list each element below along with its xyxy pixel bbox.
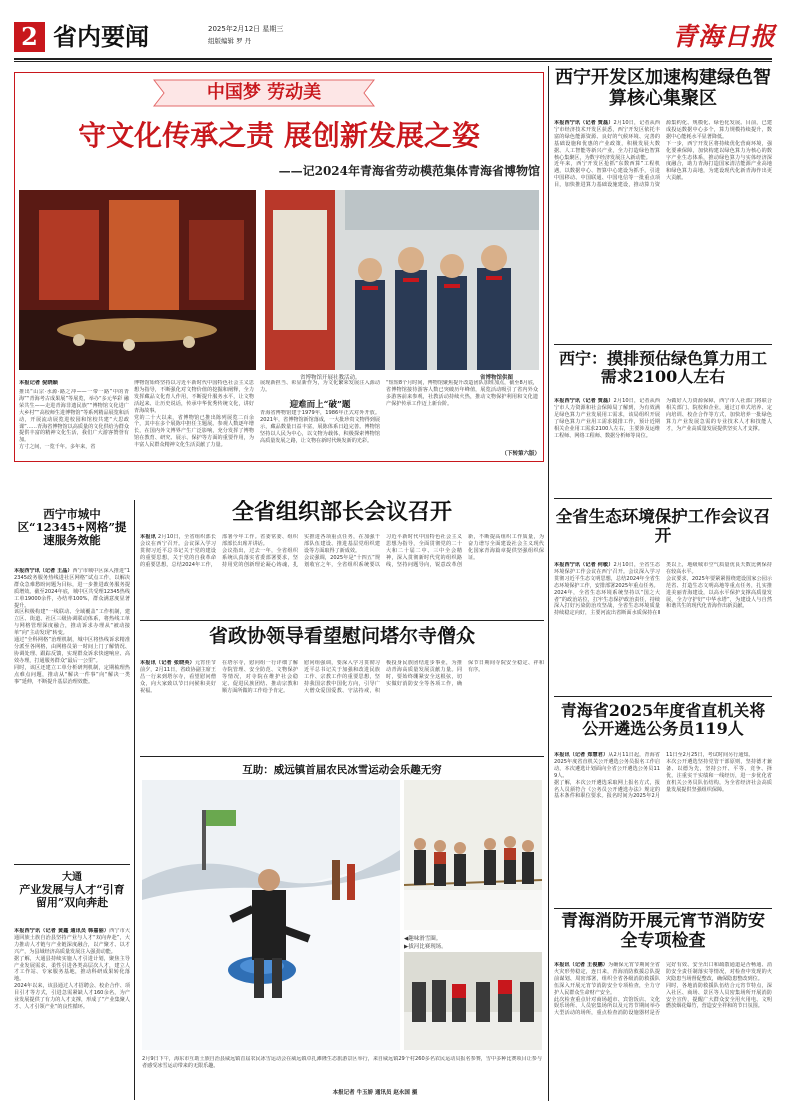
organ-meeting-byline: 本报讯 xyxy=(140,534,157,540)
feature-col2: 博物馆始终坚持以习近平新时代中国特色社会主义思想为指导，不断强化对文物价值的挖掘和阐释，全力发挥藏品文化育人作用，不断提升服务水平，让文物活起来、让历史说话，传承中华优秀传统文化，讲好青海故事。 党的二十大以来，省博物馆已推出陈列展览二百余个，其中在多个展陈中担任主题展。参观人数逐年增长，在国内外文博界产生广泛影响，充分发挥了博物馆在教育、研究、展示、保护等方面的重要作用，为丰富人民群众精神文化生活贡献了力量。 xyxy=(134,380,254,449)
dev-zone-body-wrap xyxy=(554,120,772,338)
snow-credit: 本报记者 牛玉娇 通讯员 赵永国 摄 xyxy=(332,1090,418,1096)
organ-meeting-body: 2月10日，全省组织部长会议在西宁召开。会议深入学习贯彻习近平总书记关于党的建设的重要思想，关于党的自我革命的重要思想，总结2024年工作，部署今年工作。省委常委、组织部部长出席并讲话。 会议指出，过去一年，全省组织系统认真落实省委部署要求，坚持用党的创新理论凝心铸魂，扎实推进各项重点任务，在加强干部队伍建设、推进基层党组织建设等方面取得了新成效。 会议强调，2025年是“十四五”规划收官之年，全省组织系统要以习近平新时代中国特色社会主义思想为指导，全面贯彻党的二十大和二十届二中、三中全会精神，深入贯彻新时代党的组织路线，坚持问题导向，锐意改革创新，不断提高组织工作质量，为奋力谱写全面建设社会主义现代化国家青海篇章提供坚强组织保证。 xyxy=(140,534,544,568)
eco-body: 2月10日，全省生态环境保护工作会议在西宁召开。会议深入学习贯彻习近平生态文明思想，总结2024年全省生态环境保护工作，安排部署2025年重点任务。 2024年，全省生态环境系统坚持以“国之大者”的政治站位，扛牢生态保护政治责任，持续深入打好污染防治攻坚战，全省生态环境质量持续稳定向好，主要河流出省断面水质保持在Ⅱ类以上，地级城市空气质量优良天数比例保持在较高水平。 会议要求，2025年要紧紧围绕建设国家公园示范省、打造生态文明高地等重点任务，扎实推进美丽青海建设，以高水平保护支撑高质量发展，全力守护好“中华水塔”，为建设人与自然和谐共生的现代化青海作出新贡献。 xyxy=(554,562,772,617)
eco-rule xyxy=(554,696,772,697)
dev-zone-byline: 本报西宁讯（记者 贾磊） xyxy=(554,120,614,126)
datong-body-wrap xyxy=(14,928,130,1103)
organ-meeting-rule xyxy=(140,620,544,621)
left-col-divider xyxy=(134,500,135,1100)
editor-line: 组版编辑 罗 丹 xyxy=(208,37,252,45)
organ-meeting-headline: 全省组织部长会议召开 xyxy=(231,500,452,525)
snow-photo-small xyxy=(404,780,542,930)
fire-body-wrap xyxy=(554,962,772,1102)
tug-of-war-illustration xyxy=(404,780,542,930)
datong-body: 西宁市大通回族土族自治县坚持产业与人才“双向奔赴”，大力推动人才链与产业链深度融合，以产聚才、以才兴产，为县域经济高质量发展注入强劲动能。 据了解，大通县持续实施人才引进计划，聚焦主导产业发展需求，柔性引进各类高层次人才，建立人才工作站、专家服务基地，推动科研成果转化落地。 2024年以来，该县通过人才招聘会、校企合作、项目引才等方式，引进急需紧缺人才160余名，为产业发展提供了有力的人才支撑，形成了“产业集聚人才、人才引领产业”的良性循环。 xyxy=(14,928,130,1010)
civil-byline: 本报讯（记者 郑慧君） xyxy=(554,752,609,758)
temple-byline: 本报讯（记者 张晓英） xyxy=(140,660,195,666)
eco-headline: 全省生态环境保护工作会议召开 xyxy=(555,508,771,545)
header-rule xyxy=(14,58,772,60)
civil-body-wrap xyxy=(554,752,772,902)
section-title: 省内要闻 xyxy=(53,23,149,51)
feature-col1: 推出“山宗·水源·路之冲——一带一路”中的青海”“青海考古成果展”等展览，举办“多元华彩 融荣共生——走进青海非遗民族”“博物馆文化进广大乡村”“高校师生进博物馆”等系列精品展览和活动，开展流动展览进校园和馆校共建“大思政课”……青海省博物馆以高质量的文化供给为群众提供丰富的精神文化生活，我们广大游客赞誉有加。 方寸之间，一览千年。多年来，省 xyxy=(19,389,129,451)
tug-of-war-crowd-illustration xyxy=(404,952,542,1050)
snow-photo-big xyxy=(142,780,400,1050)
fire-byline: 本报讯（记者 王俊鹏） xyxy=(554,962,608,968)
chengzhong-headline: 西宁市城中区“12345+网格”提速服务效能 xyxy=(17,508,127,548)
masthead-logo: 青海日报 xyxy=(672,22,777,51)
snow-title: 互助：威远镇首届农民冰雪运动会乐趣无穷 xyxy=(242,764,442,776)
dev-zone-rule xyxy=(554,344,772,345)
snow-legend-1: ◀趣味滑雪圈。 xyxy=(404,936,442,942)
snow-tubing-illustration xyxy=(142,780,400,1050)
feature-headline: 守文化传承之责 展创新发展之姿 xyxy=(78,120,480,152)
datong-headline: 产业发展与人才“引育留用”双向奔赴 xyxy=(19,884,125,909)
feature-col3-body: 青海省博物馆建于1979年，1986年正式对外开放。2021年，省博物馆新馆落成，一大批珍贵文物得到展示，藏品数量日益丰富，展陈体系日趋完善。博物馆坚持以人民为中心，以文物为载体，积极探索博物馆高质量发展之路，让文物在新时代焕发新的光彩。 xyxy=(260,410,380,444)
feature-col3-subhead: 迎难而上“破”题 xyxy=(289,400,351,410)
datong-place: 大通 xyxy=(62,872,82,883)
feature-photo-credit: 省博物馆供图 xyxy=(480,375,514,381)
temple-headline: 省政协领导看望慰问塔尔寺僧众 xyxy=(208,626,475,647)
feature-col3-lead: 展现新担当、彰显新作为，为文化繁荣发展注入源动力。 xyxy=(260,380,380,393)
left-col-separator xyxy=(14,864,130,865)
civil-rule xyxy=(554,908,772,909)
dev-zone-headline: 西宁开发区加速构建绿色智算核心集聚区 xyxy=(555,68,771,109)
temple-body-wrap xyxy=(140,660,544,750)
feature-photo-caption: 省博物馆开展社教活动。 xyxy=(300,375,361,381)
snow-caption: 2月9日下午，海东市互助土族自治县威远镇首届农民冰雪运动会在威远镇卓扎滩隆生态旅游景区举行，来自威远镇29个村260多名农民运动员报名参赛，雪中多种比赛项目让参与者感受冰雪运动带来的无限乐趣。 xyxy=(142,1056,542,1069)
fire-body: 为确保元宵节期间全省火灾形势稳定，连日来，青海消防救援总队提前谋划、周密部署，组织全省各级消防救援队伍深入开展元宵节消防安全专项检查，全力守护人民群众生命财产安全。 此次检查重点针对商场超市、宾馆饭店、文化娱乐场所、人员密集场所以及元宵节期间举办大型活动的场所，重点检查消防设施器材是否完好有效、安全出口和疏散通道是否畅通、消防安全责任制落实等情况，对检查中发现的火灾隐患当场督促整改，确保隐患整改到位。 同时，各地消防救援队伍结合元宵节特点，深入社区、商场、景区等人员密集场所开展消防安全宣传，提醒广大群众安全用火用电、文明燃放烟花爆竹，营造安全祥和的节日氛围。 xyxy=(554,962,772,1017)
chengzhong-body-wrap xyxy=(14,568,130,858)
chengzhong-byline: 本报西宁讯（记者 王晶） xyxy=(14,568,73,574)
demand-byline: 本报西宁讯（记者 贾磊） xyxy=(554,398,614,404)
right-col-divider xyxy=(548,66,549,1101)
snow-photo-small-2 xyxy=(404,952,542,1050)
feature-banner-text: 中国梦 劳动美 xyxy=(206,82,322,103)
fire-headline: 青海消防开展元宵节消防安全专项检查 xyxy=(561,912,765,951)
feature-byline xyxy=(19,380,129,387)
eco-byline: 本报西宁讯（记者 何敏） xyxy=(554,562,614,568)
chengzhong-body: 西宁市城中区深入推进“12345政务服务热线进社区网格”试点工作，以解决群众急难愁盼问题为目标，进一步推进政务服务提质增效。截至2024年底，城中区共受理12345热线工单19000余件，办结率100%，群众满意度显著提升。 该区积极构建“一线联动、全域覆盖”工作机制，建立区、街道、社区三级协调联动体系，将热线工单与网格管理深度融合，推动诉求办理从“被动接单”向“主动发现”转变。 通过“全科网格”治理机制，城中区将热线诉求精准分派至各网格，由网格员第一时间上门了解情况、协调处理、跟踪反馈，实现群众诉求快速响应、高效办理，打通服务群众“最后一公里”。 同时，该区还建立工单分析研判机制，定期梳理热点难点问题，推动从“解决一件事”向“解决一类事”延伸，不断提升基层治理效能。 xyxy=(14,568,130,685)
datong-byline: 本报西宁讯（记者 黄鑫 通讯员 韩嘉丽） xyxy=(14,928,110,934)
demand-rule xyxy=(554,498,772,499)
eco-body-wrap xyxy=(554,562,772,690)
feature-photo-museum xyxy=(19,190,256,370)
page-number: 2 xyxy=(21,22,38,51)
temple-rule xyxy=(140,756,544,757)
feature-banner xyxy=(150,76,378,110)
organ-meeting-body-wrap xyxy=(140,534,544,616)
header-rule-thin xyxy=(14,61,772,62)
feature-continued: （下转第六版） xyxy=(501,451,540,457)
museum-hall-illustration xyxy=(19,190,256,370)
issue-date: 2025年2月12日 星期三 xyxy=(208,25,284,33)
feature-col4: “短短8个月时间，博物馆聚焦提升改造团队加班加点，截至8月底，省博物馆接待游客人数已突破历年峰值，展览活动吸引了省内外众多游客前来参观，社教活动持续火热，推动文物保护利用和文化遗产保护传承工作迈上新台阶。 xyxy=(386,380,538,407)
temple-body: 元宵佳节前夕，2月11日，省政协副主席王昌一行来到塔尔寺，看望慰问僧众，向大家致以节日问候和美好祝福。 在塔尔寺，慰问组一行详细了解寺院管理、安全防范、文物保护等情况，对寺院在维护社会稳定、促进民族团结、推动宗教和顺方面所做的工作给予肯定。 慰问组强调，要深入学习贯彻习近平总书记关于加强和改进民族工作、宗教工作的重要思想，坚持我国宗教中国化方向，引导广大僧众爱国爱教、守法持戒，积极投身民族团结进步事业，为推动青海高质量发展贡献力量。同时，要始终绷紧安全这根弦，切实做好消防安全等各项工作，确保节日期间寺院安全稳定、祥和有序。 xyxy=(140,660,544,694)
kids-visit-illustration xyxy=(265,190,539,370)
feature-photo-kids xyxy=(265,190,539,370)
demand-body: 2月10日，记者从西宁市人力资源和社会保障局了解到，为有效满足绿色算力产业发展用工需求，该局组织开展了绿色算力产业用工需求摸排工作，预计近期相关企业用工需求2100人左右，主要涉及运维工程师、网络工程师、数据分析师等岗位。 为做好人力资源保障，西宁市人社部门将联合相关部门、院校和企业，通过订单式培养、定向培训、校企合作等方式，加快培养一批绿色算力产业发展急需的专业技术人才和技能人才，为产业高质量发展提供坚实人才支撑。 xyxy=(554,398,772,439)
demand-headline: 西宁：摸排预估绿色算力用工需求2100人左右 xyxy=(558,350,767,387)
feature-subhead: ——记2024年青海省劳动模范集体青海省博物馆 xyxy=(278,164,540,178)
civil-headline: 青海省2025年度省直机关将公开遴选公务员119人 xyxy=(560,702,766,739)
snow-legend-2: ▶拔河比赛现场。 xyxy=(404,944,447,950)
feature-byline-text: 本报记者 倪晓颖 xyxy=(19,380,58,386)
page-number-box xyxy=(14,22,45,52)
civil-body: 从2月11日起，青海省2025年度省直机关公开遴选公务员报名工作启动，本次遴选计划面向全省公开遴选公务员119人。 据了解，本次公开遴选采取网上报名方式，报名人员须符合《公务员公开遴选办法》规定的基本条件和职位要求。报名时间为2025年2月11日至2月25日，考试时间另行通知。 本次公开遴选坚持党管干部原则，坚持德才兼备、以德为先，坚持公开、平等、竞争、择优，注重实干实绩和一线经历，进一步优化省直机关公务员队伍结构，为全省经济社会高质量发展提供坚强组织保障。 xyxy=(554,752,772,800)
dev-zone-body: 2月10日，记者从西宁市经济技术开发区获悉，西宁开发区依托丰富的绿色能源资源、良好的气候环境、完善的基础设施和优惠的产业政策，积极发展大数据、人工智能等新兴产业，全力打造绿色智算核心集聚区，为数字经济发展注入新动能。 近年来，西宁开发区抢抓“东数西算”工程机遇，以数据中心、智算中心建设为抓手，引进中国移动、中国联通、中国电信等一批重点项目，加快推进算力基础设施建设，推动算力资源集约化、规模化、绿色化发展。目前，已建成投运数据中心多个，算力规模持续提升，数据中心能耗水平显著降低。 下一步，西宁开发区将持续优化营商环境，强化要素保障，加快构建以绿色算力为核心的数字产业生态体系，推动绿色算力与实体经济深度融合，助力青海打造国家清洁能源产业高地和绿色算力高地，为建设现代化新青海作出更大贡献。 xyxy=(554,120,772,189)
demand-body-wrap xyxy=(554,398,772,493)
